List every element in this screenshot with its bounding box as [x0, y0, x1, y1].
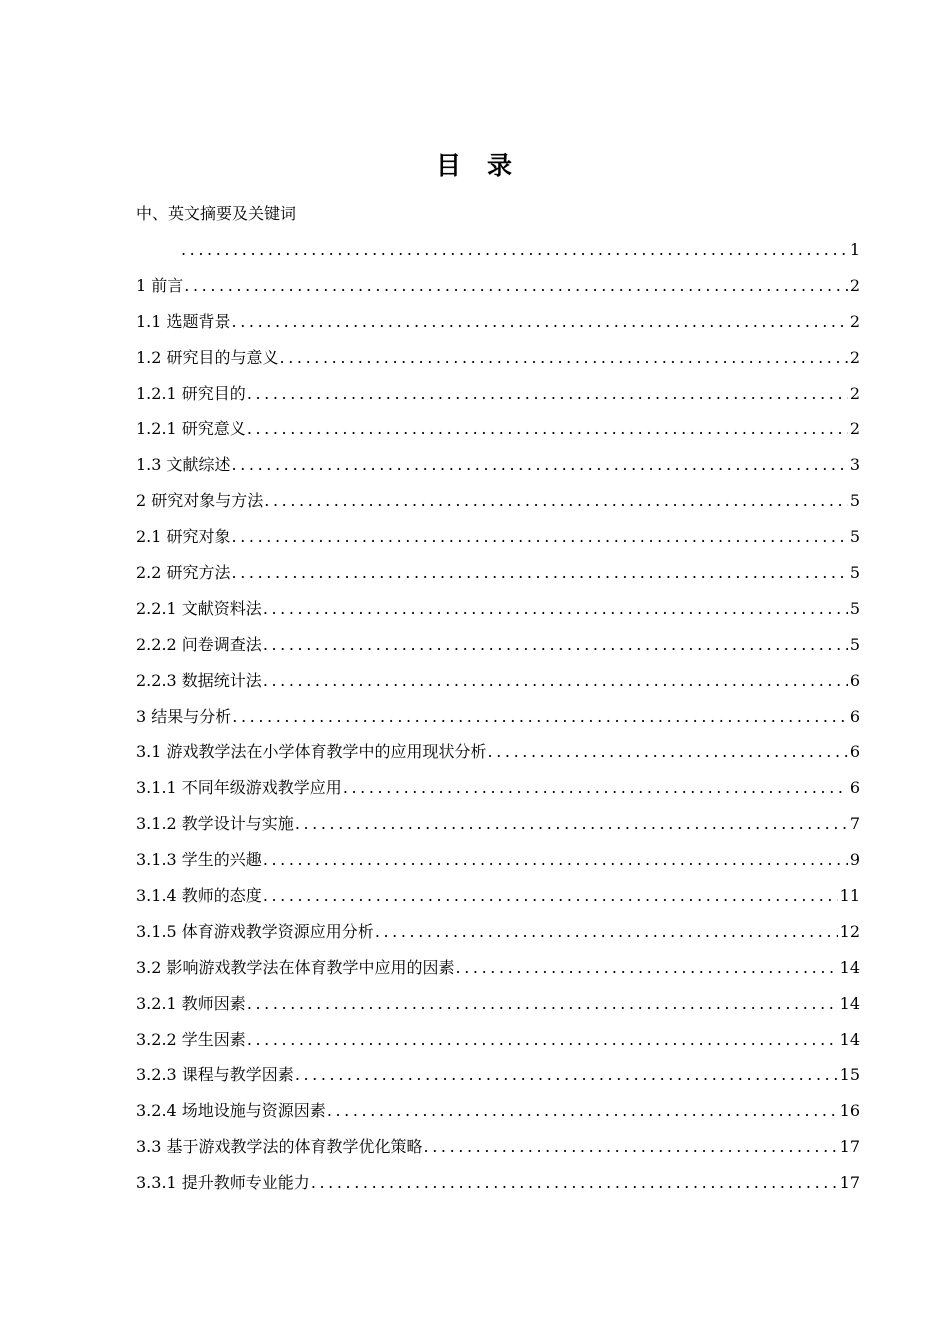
- toc-entry-label: 3.3 基于游戏教学法的体育教学优化策略: [136, 1137, 423, 1157]
- toc-entry-page-number: 5: [849, 634, 860, 654]
- table-of-contents: [136, 238, 860, 1207]
- toc-entry[interactable]: [136, 1063, 860, 1099]
- toc-entry-page-number: 11: [839, 886, 860, 906]
- toc-entry-page-number: 15: [839, 1065, 860, 1085]
- toc-entry-label: 1.1 选题背景: [136, 311, 231, 331]
- toc-entry-page-number: 3: [849, 455, 860, 475]
- abstract-heading: 中、英文摘要及关键词: [136, 204, 297, 223]
- toc-entry[interactable]: [136, 1028, 860, 1064]
- toc-entry-page-number: 2: [849, 383, 860, 403]
- toc-entry-page-number: 2: [849, 419, 860, 439]
- toc-entry-label: 3.1.5 体育游戏教学资源应用分析: [136, 921, 374, 941]
- toc-entry[interactable]: [136, 489, 860, 525]
- toc-entry-label: 3.1.3 学生的兴趣: [136, 850, 262, 870]
- toc-entry-label: 1.3 文献综述: [136, 455, 231, 475]
- toc-entry-page-number: 6: [849, 706, 860, 726]
- toc-entry-page-number: 14: [839, 993, 860, 1013]
- toc-entry[interactable]: [136, 920, 860, 956]
- toc-entry-label: 2.2.1 文献资料法: [136, 598, 262, 618]
- toc-entry[interactable]: [136, 525, 860, 561]
- toc-entry[interactable]: [136, 238, 860, 274]
- toc-leader-dots: [246, 382, 848, 406]
- toc-leader-dots: [246, 1028, 838, 1052]
- toc-entry[interactable]: [136, 453, 860, 489]
- toc-entry[interactable]: [136, 417, 860, 453]
- toc-entry[interactable]: [136, 884, 860, 920]
- toc-leader-dots: [342, 776, 848, 800]
- toc-entry[interactable]: [136, 956, 860, 992]
- toc-entry-page-number: 5: [849, 598, 860, 618]
- toc-entry-page-number: 2: [849, 311, 860, 331]
- toc-entry[interactable]: [136, 776, 860, 812]
- toc-entry[interactable]: [136, 382, 860, 418]
- toc-leader-dots: [231, 525, 848, 549]
- toc-entry[interactable]: [136, 992, 860, 1028]
- toc-entry[interactable]: [136, 1135, 860, 1171]
- toc-entry-label: 3.1.2 教学设计与实施: [136, 814, 294, 834]
- toc-entry[interactable]: [136, 633, 860, 669]
- toc-entry-label: 2 研究对象与方法: [136, 491, 264, 511]
- toc-leader-dots: [262, 848, 848, 872]
- toc-leader-dots: [246, 417, 848, 441]
- toc-leader-dots: [487, 740, 848, 764]
- toc-leader-dots: [231, 453, 848, 477]
- toc-entry-page-number: 14: [839, 1029, 860, 1049]
- toc-leader-dots: [310, 1171, 838, 1195]
- toc-entry-page-number: 6: [849, 670, 860, 690]
- toc-leader-dots: [263, 489, 848, 513]
- page-title: [0, 146, 950, 182]
- toc-entry-page-number: 14: [839, 957, 860, 977]
- toc-entry-page-number: 12: [839, 921, 860, 941]
- toc-entry-label: 3.2.2 学生因素: [136, 1029, 246, 1049]
- toc-entry-page-number: 5: [849, 527, 860, 547]
- toc-entry[interactable]: [136, 274, 860, 310]
- toc-leader-dots: [294, 1063, 838, 1087]
- toc-entry-label: 3.2.1 教师因素: [136, 993, 246, 1013]
- toc-entry-page-number: 5: [849, 563, 860, 583]
- toc-leader-dots: [262, 669, 848, 693]
- page-title-char-2: 录: [487, 151, 515, 180]
- toc-entry-page-number: 2: [849, 347, 860, 367]
- toc-entry-label: 3.2.3 课程与教学因素: [136, 1065, 294, 1085]
- toc-entry-label: 1.2.1 研究目的: [136, 383, 246, 403]
- toc-entry-page-number: 17: [839, 1137, 860, 1157]
- toc-entry[interactable]: [136, 705, 860, 741]
- toc-entry-page-number: 16: [839, 1101, 860, 1121]
- toc-leader-dots: [455, 956, 838, 980]
- toc-entry[interactable]: [136, 848, 860, 884]
- toc-entry-label: 1.2 研究目的与意义: [136, 347, 279, 367]
- toc-entry[interactable]: [136, 812, 860, 848]
- toc-leader-dots: [374, 920, 838, 944]
- toc-entry-label: 2.2.3 数据统计法: [136, 670, 262, 690]
- toc-entry[interactable]: [136, 310, 860, 346]
- toc-leader-dots: [326, 1099, 838, 1123]
- toc-leader-dots: [231, 705, 848, 729]
- toc-leader-dots: [231, 561, 848, 585]
- toc-leader-dots: [180, 238, 848, 262]
- toc-entry-label: 3.2 影响游戏教学法在体育教学中应用的因素: [136, 957, 455, 977]
- toc-entry-page-number: 1: [849, 240, 860, 259]
- toc-entry-label: 3.1.1 不同年级游戏教学应用: [136, 778, 342, 798]
- toc-entry-page-number: 5: [849, 491, 860, 511]
- toc-entry-label: 2.2 研究方法: [136, 563, 231, 583]
- toc-entry[interactable]: [136, 346, 860, 382]
- toc-leader-dots: [231, 310, 848, 334]
- toc-entry[interactable]: [136, 669, 860, 705]
- toc-entry-label: 1.2.1 研究意义: [136, 419, 246, 439]
- toc-entry-label: 3.2.4 场地设施与资源因素: [136, 1101, 326, 1121]
- toc-entry-label: 3.1 游戏教学法在小学体育教学中的应用现状分析: [136, 742, 487, 762]
- toc-entry[interactable]: [136, 740, 860, 776]
- toc-entry-label: 3.3.1 提升教师专业能力: [136, 1173, 310, 1193]
- toc-leader-dots: [279, 346, 848, 370]
- toc-entry-label: 3 结果与分析: [136, 706, 232, 726]
- toc-leader-dots: [246, 992, 838, 1016]
- toc-leader-dots: [183, 274, 848, 298]
- page-title-char-1: 目: [435, 151, 463, 180]
- toc-entry-label: 3.1.4 教师的态度: [136, 886, 262, 906]
- toc-entry-label: 2.2.2 问卷调查法: [136, 634, 262, 654]
- toc-leader-dots: [423, 1135, 838, 1159]
- toc-entry-page-number: 7: [849, 814, 860, 834]
- toc-entry[interactable]: [136, 597, 860, 633]
- toc-entry-page-number: 9: [849, 850, 860, 870]
- toc-entry-page-number: 6: [849, 742, 860, 762]
- toc-leader-dots: [294, 812, 848, 836]
- toc-entry-label: 2.1 研究对象: [136, 527, 231, 547]
- toc-entry-page-number: 2: [849, 275, 860, 295]
- toc-leader-dots: [262, 884, 838, 908]
- toc-entry[interactable]: [136, 1171, 860, 1207]
- toc-entry[interactable]: [136, 561, 860, 597]
- toc-entry-page-number: 17: [839, 1173, 860, 1193]
- toc-entry-page-number: 6: [849, 778, 860, 798]
- toc-leader-dots: [262, 597, 848, 621]
- toc-leader-dots: [262, 633, 848, 657]
- toc-entry-label: 1 前言: [136, 275, 184, 295]
- toc-entry[interactable]: [136, 1099, 860, 1135]
